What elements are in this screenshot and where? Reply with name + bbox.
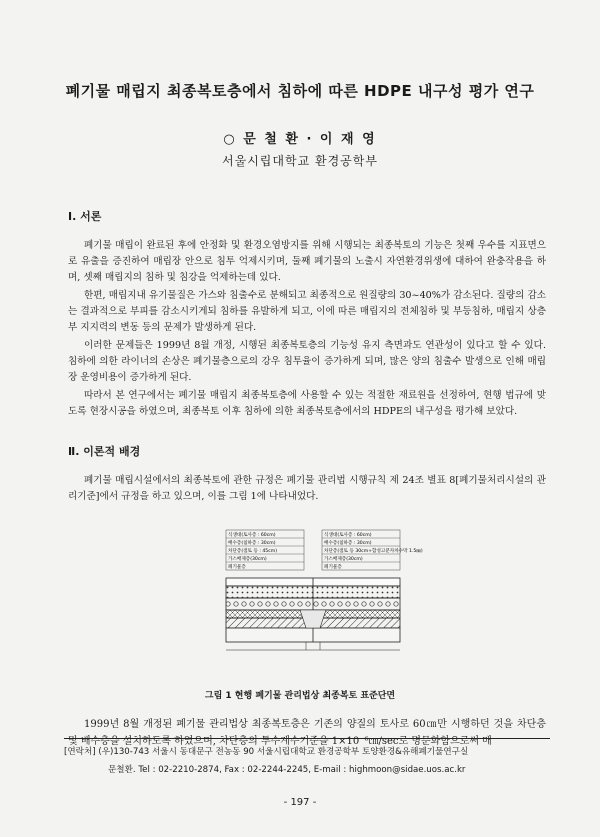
affiliation: 서울시립대학교 환경공학부	[222, 154, 378, 168]
left-label-4: 가스배제층(30cm)	[228, 557, 267, 562]
left-label-3: 차단층(점토 등 : 45cm)	[228, 549, 277, 554]
paper-title: 폐기물 매립지 최종복토층에서 침하에 따른 HDPE 내구성 평가 연구	[65, 82, 535, 100]
section-heading-intro: Ⅰ. 서론	[68, 210, 102, 223]
right-label-5: 폐기물층	[324, 565, 342, 570]
right-label-3: 차단층(점토 등 30cm+합성고분자차수막 1.5㎜)	[324, 549, 423, 554]
right-label-1: 식생대(토사층 : 60cm)	[324, 533, 372, 538]
left-label-1: 식생대(토사층 : 60cm)	[228, 533, 276, 538]
contact-phone-email: 문철환. Tel : 02-2210-2874, Fax : 02-2244-2245, E-mail : highmoon@sidae.uos.ac.kr	[108, 765, 466, 775]
footnote-divider	[64, 738, 550, 739]
contact-address: [연락처] (우)130-743 서울시 동대문구 전농동 90 서울시립대학교 환경공학부 토양환경&유해폐기물연구실	[64, 747, 469, 757]
intro-paragraph-3: 이러한 문제들은 1999년 8월 개정, 시행된 최종복토층의 기능성 유지 측면과도 연관성이 있다고 할 수 있다. 침하에 의한 라이너의 손상은 폐기물층으로의 강우 침투율이 증가하게 되며, 많은 양의 침출수 발생으로 인해 매립장 운영비용이 증가하게 된다.	[68, 340, 546, 383]
intro-paragraph-1: 폐기물 매립이 완료된 후에 안정화 및 환경오염방지를 위해 시행되는 최종복토의 기능은 첫째 우수를 지표면으로 유출을 증진하여 매립장 안으로 침투 억제시키며, 둘째 폐기물의 노출시 자연환경위생에 대하여 완충작용을 하며, 셋째 매립지의 침하 및 침강을 억제하는데 있다.	[68, 240, 546, 283]
author-line: ○ 문 철 환 · 이 재 영	[223, 132, 377, 147]
right-label-2: 배수층(침하층 : 30cm)	[324, 541, 372, 546]
right-label-4: 가스배제층(30cm)	[324, 557, 363, 562]
layer-stack-diagram	[226, 578, 400, 650]
body-paragraph-final-cover: 1999년 8월 개정된 폐기물 관리법상 최종복토층은 기존의 양질의 토사로 60㎝만 시행하던 것을 차단층 및 배수층을 설치하도록 하였으며, 차단층의 투수계수기준을 1×10⁻⁶㎝/sec로 명문화함으로써 매	[68, 719, 546, 747]
intro-paragraph-4: 따라서 본 연구에서는 폐기물 매립지 최종복토층에 사용할 수 있는 적절한 재료원을 선정하여, 현행 법규에 맞도록 현장시공을 하였으며, 최종복토 이후 침하에 의한 최종복토층에서의 HDPE의 내구성을 평가해 보았다.	[68, 390, 546, 417]
section-heading-theory: Ⅱ. 이론적 배경	[68, 445, 141, 458]
left-label-5: 폐기물층	[228, 565, 246, 570]
contact-footnote	[64, 743, 550, 779]
theory-paragraph-1: 폐기물 매립시설에서의 최종복토에 관한 규정은 폐기물 관리법 시행규칙 제 24조 별표 8[폐기물처리시설의 관리기준]에서 규정을 하고 있으며, 이를 그림 1에 나타내었다.	[68, 475, 546, 502]
left-label-2: 배수층(침하층 : 30cm)	[228, 541, 276, 546]
figure-caption: 그림 1 현행 폐기물 관리법상 최종복토 표준단면	[204, 691, 396, 701]
page-number: - 197 -	[283, 797, 317, 808]
intro-paragraph-2: 한편, 매립지내 유기물질은 가스와 침출수로 분해되고 최종적으로 원질량의 30~40%가 감소된다. 질량의 감소는 결과적으로 부피를 감소시키게되 침하를 유발하게 되고, 이에 따른 매립지의 전체침하 및 부등침하, 매립지 상층부 지지력의 변동 등의 문제가 발생하게 된다.	[68, 290, 546, 333]
